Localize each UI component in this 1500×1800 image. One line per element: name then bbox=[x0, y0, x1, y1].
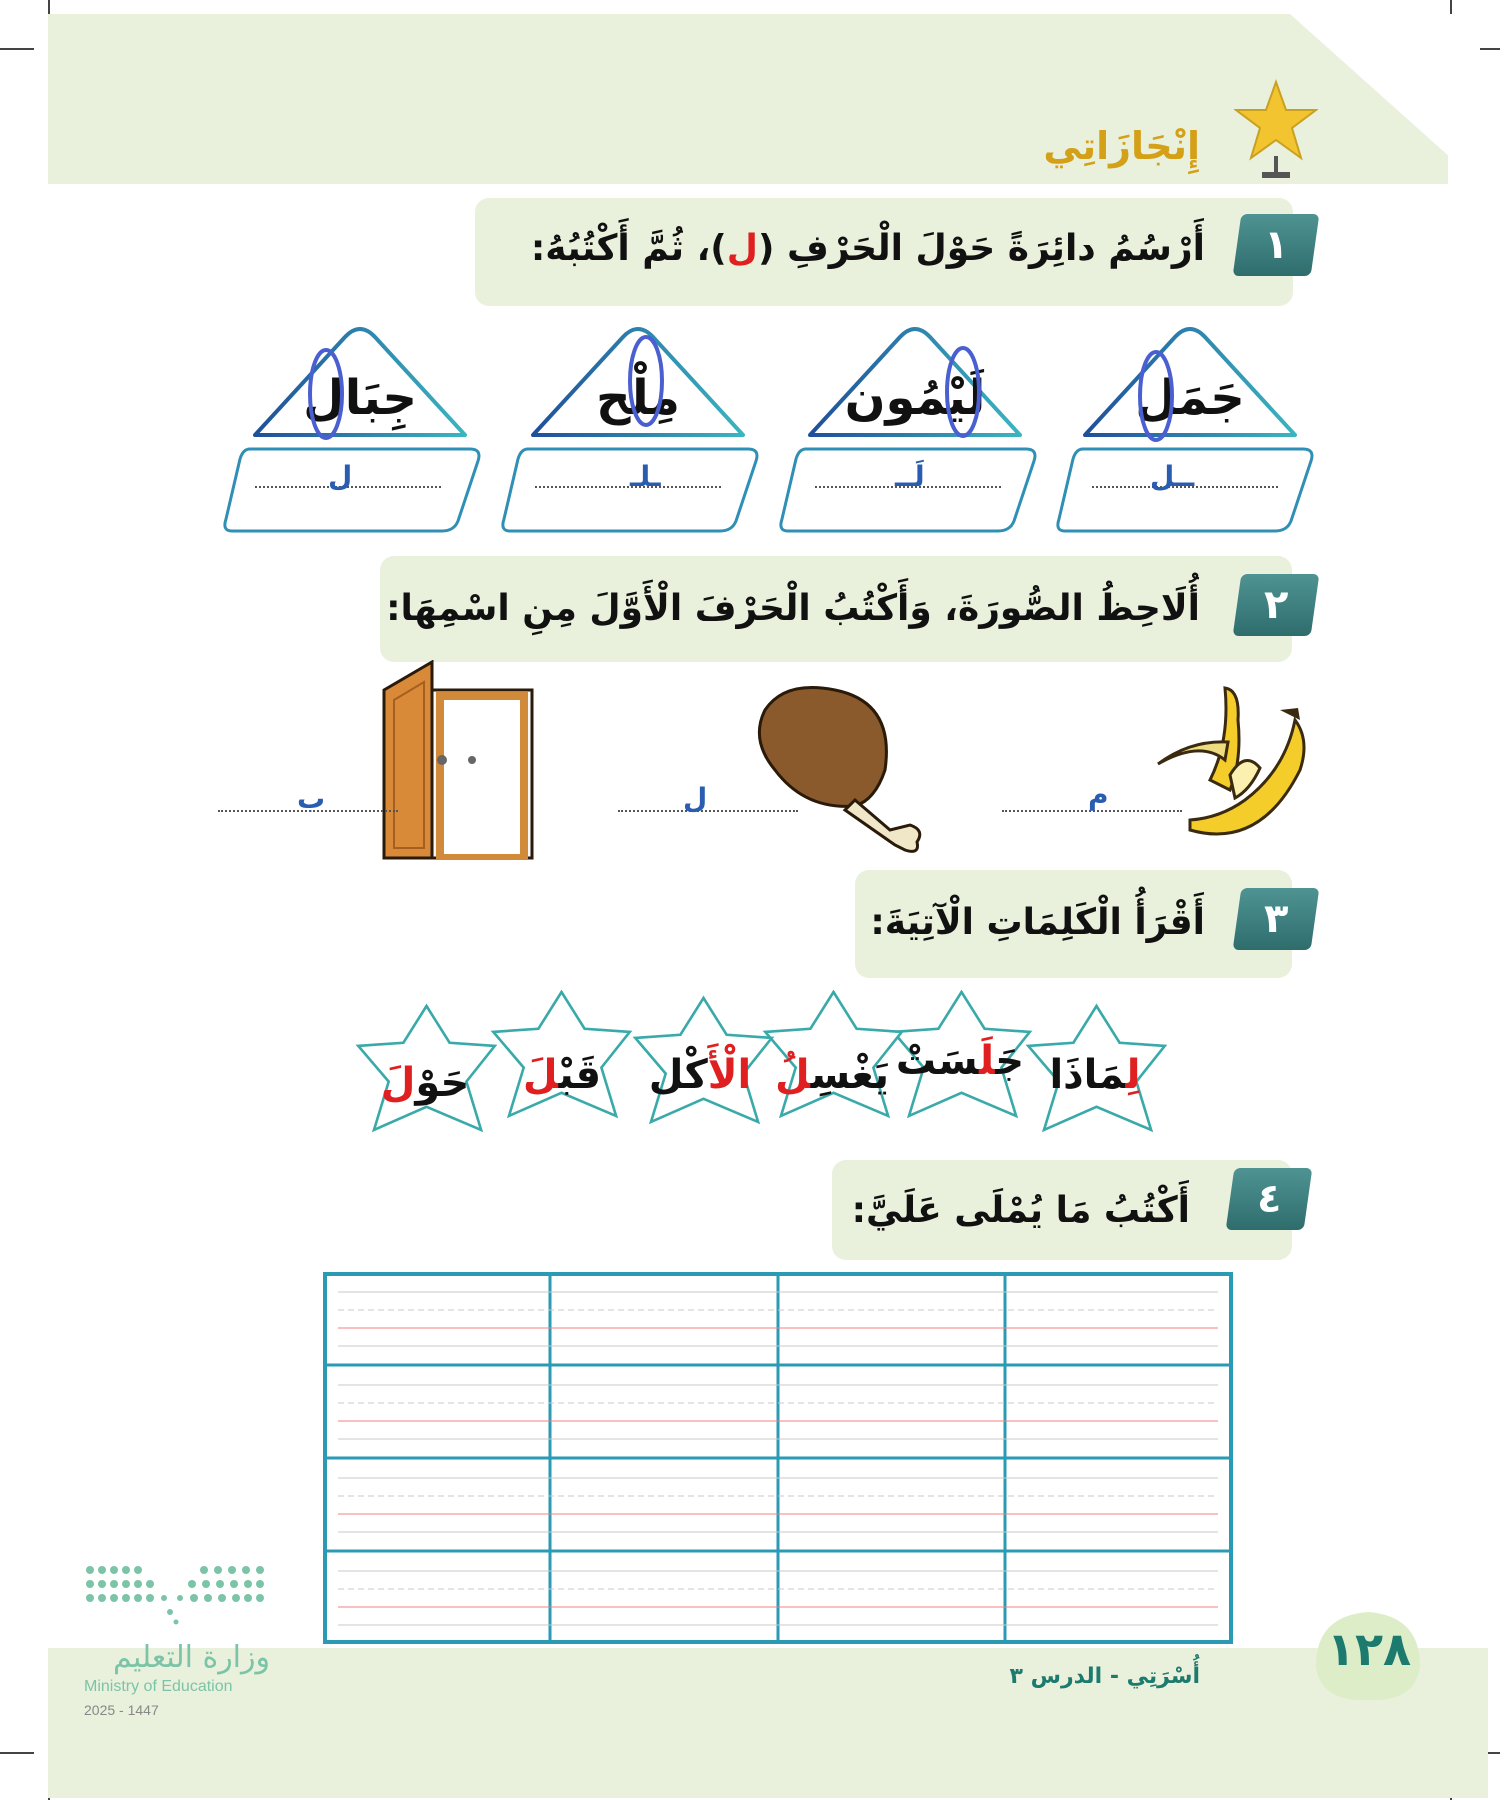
q3-number-badge: ٣ bbox=[1233, 888, 1320, 950]
q4-instruction: أَكْتُبُ مَا يُمْلَى عَلَيَّ: bbox=[851, 1190, 1190, 1231]
q2-instruction: أُلَاحِظُ الصُّورَةَ، وَأَكْتُبُ الْحَرْفَ الْأَوَّلَ مِنِ اسْمِهَا: bbox=[386, 588, 1200, 629]
ministry-name-ar: وزارة التعليم bbox=[112, 1640, 270, 1675]
dotted-line bbox=[535, 486, 721, 488]
q3-word-1: لِمَاذَا bbox=[1049, 1052, 1141, 1098]
ministry-logo-icon bbox=[84, 1562, 266, 1630]
q1-answer-2[interactable]: لَــ bbox=[895, 460, 925, 493]
edition-year: 2025 - 1447 bbox=[84, 1702, 159, 1718]
q3-word-3: يَغْسِلُ bbox=[774, 1052, 889, 1098]
writing-grid-lines bbox=[323, 1272, 1233, 1644]
q1-answer-1[interactable]: ــل bbox=[1150, 460, 1195, 493]
circle-mark bbox=[943, 344, 983, 440]
header-band-notch bbox=[1290, 14, 1480, 184]
q2-answer-3[interactable]: ب bbox=[297, 782, 326, 815]
circle-mark bbox=[1136, 348, 1176, 444]
banana-image bbox=[1150, 680, 1320, 850]
q1-instruction: أَرْسُمُ دائِرَةً حَوْلَ الْحَرْفِ (ل)، ثُمَّ أَكْتُبُهُ: bbox=[530, 228, 1205, 269]
q2-answer-1[interactable]: م bbox=[1088, 778, 1109, 811]
ministry-name-en: Ministry of Education bbox=[84, 1678, 233, 1695]
q3-word-4: الْأَكْل bbox=[648, 1052, 752, 1098]
q1-number-badge: ١ bbox=[1233, 214, 1320, 276]
circle-mark bbox=[306, 346, 346, 442]
q2-answer-2[interactable]: ل bbox=[683, 782, 708, 815]
q1-answer-3[interactable]: ـلـ bbox=[630, 460, 661, 493]
q2-number-badge: ٢ bbox=[1233, 574, 1320, 636]
chicken-leg-image bbox=[745, 680, 945, 856]
page-title: إِنْجَازَاتِي bbox=[1043, 124, 1200, 168]
q4-number-badge: ٤ bbox=[1226, 1168, 1313, 1230]
page-number: ١٢٨ bbox=[1326, 1622, 1412, 1676]
lesson-label: أُسْرَتِي - الدرس ٣ bbox=[1009, 1664, 1200, 1689]
q1-word-3: مِلْح bbox=[596, 370, 680, 426]
q1-word-2: لَيْمُون bbox=[844, 370, 986, 426]
dotted-line bbox=[618, 810, 798, 812]
q3-word-6: حَوْلَ bbox=[380, 1060, 470, 1106]
q3-instruction: أَقْرَأُ الْكَلِمَاتِ الْآتِيَةَ: bbox=[870, 902, 1205, 943]
q3-word-2: جَلَسَتْ bbox=[895, 1038, 1025, 1084]
q1-word-1: جَمَل bbox=[1135, 370, 1245, 426]
q3-word-5: قَبْلَ bbox=[522, 1052, 602, 1098]
q1-word-4: جِبَال bbox=[303, 370, 417, 426]
circle-mark bbox=[626, 333, 666, 429]
trophy-star-icon bbox=[1234, 78, 1318, 184]
q1-answer-4[interactable]: ل bbox=[328, 460, 353, 493]
door-image bbox=[380, 660, 535, 860]
